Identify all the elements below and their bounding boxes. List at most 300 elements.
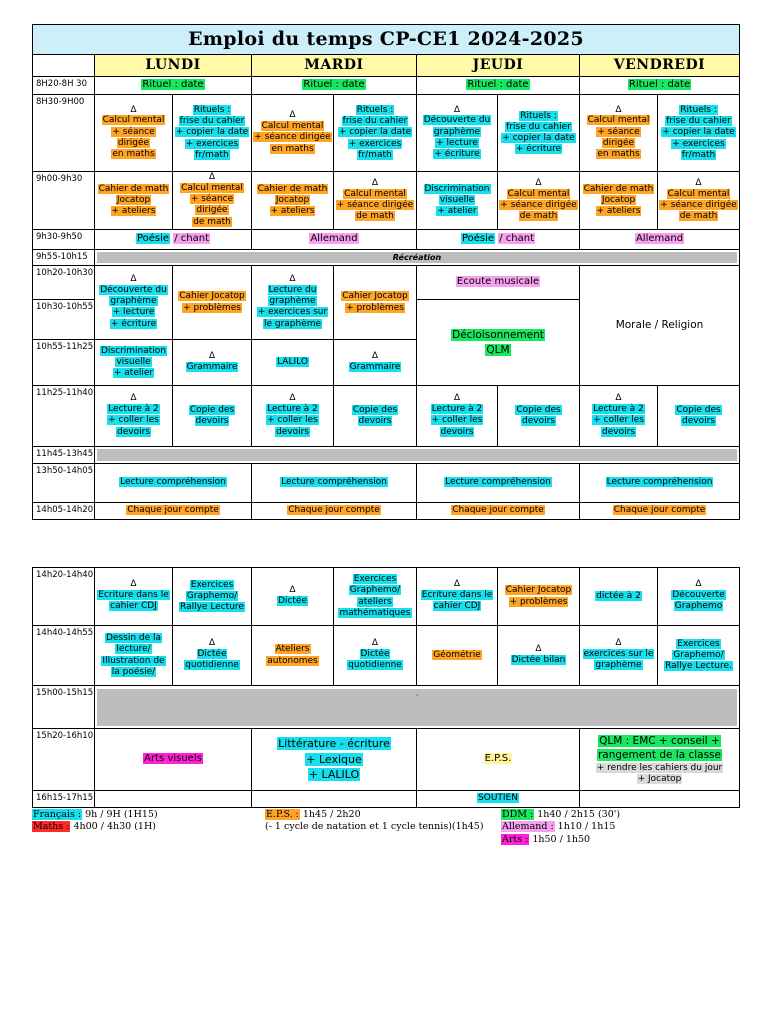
time-slot: 9h55-10h15 (33, 250, 95, 266)
lesson-line: de math (679, 211, 718, 222)
lesson-line: fr/math (195, 149, 229, 160)
time-slot: 14h20-14h40 (33, 568, 95, 626)
legend-value: 1h40 / 2h15 (30') (534, 809, 621, 820)
delta-icon: Δ (695, 579, 702, 590)
lesson-line: + Jocatop (637, 773, 682, 784)
delta-icon: Δ (130, 104, 137, 115)
lesson-line: Dessin de la (105, 633, 162, 643)
lesson-cell (658, 386, 740, 447)
lesson-cell (580, 230, 740, 250)
lesson-line: Exercices (677, 638, 720, 649)
lesson-cell (498, 172, 580, 230)
lesson-line: frise du cahier (179, 116, 245, 127)
delta-icon: Δ (289, 274, 296, 285)
lesson-line: Exercices (190, 579, 234, 590)
lesson-line: Rallye Lecture. (665, 661, 732, 672)
delta-icon: Δ (289, 584, 296, 595)
lesson-line: le graphème (263, 318, 322, 329)
poesie-label: Poésie (136, 233, 170, 245)
lesson-line: quotidienne (185, 660, 239, 671)
lesson-line: Graphemo/ (349, 585, 401, 596)
lesson-line: graphème (110, 296, 157, 307)
lesson-line: Jocatop (275, 194, 310, 205)
chaque-jour-label: Chaque jour compte (452, 505, 544, 516)
lesson-line: de math (356, 211, 394, 222)
lesson-line: Découverte du (100, 284, 167, 295)
chant-label: / chant (174, 233, 210, 245)
lesson-line: quotidienne (348, 660, 402, 671)
lesson-line: + exercices (185, 138, 239, 149)
page-title: Emploi du temps CP-CE1 2024-2025 (33, 25, 740, 55)
lesson-line: + ateliers (596, 206, 641, 217)
lesson-cell (334, 568, 417, 626)
chaque-jour-label: Chaque jour compte (127, 505, 219, 516)
lesson-line: frise du cahier (506, 121, 571, 132)
lesson-line: frise du cahier (666, 116, 731, 127)
lesson-cell (580, 729, 740, 791)
lesson-cell (95, 172, 173, 230)
lesson-cell (252, 266, 334, 340)
lesson-cell (498, 95, 580, 172)
lesson-line: devoirs (195, 416, 229, 426)
empty-cell (580, 791, 740, 808)
lesson-line: graphème (433, 126, 481, 137)
time-slot: 10h55-11h25 (33, 340, 95, 386)
lesson-cell (417, 300, 580, 386)
lesson-cell (417, 791, 580, 808)
lesson-cell (580, 95, 658, 172)
time-slot: 13h50-14h05 (33, 464, 95, 503)
empty-cell (95, 791, 252, 808)
chant-label: / chant (499, 233, 535, 245)
legend-value: 4h00 / 4h30 (1H) (70, 821, 156, 833)
lesson-cell (95, 386, 173, 447)
lesson-line: Dictée (360, 649, 390, 660)
lesson-line: Rituels : (193, 104, 231, 115)
lesson-cell (334, 266, 417, 340)
lesson-line: + ateliers (270, 206, 315, 217)
lesson-line: Littérature - écriture (278, 736, 390, 750)
lesson-line: rangement de la classe (597, 749, 721, 762)
time-slot: 16h15-17h15 (33, 791, 95, 808)
lesson-cell (252, 95, 334, 172)
lecture-comprehension-label: Lecture compréhension (606, 477, 713, 488)
lesson-cell (173, 95, 252, 172)
lesson-cell (252, 172, 334, 230)
lesson-cell (334, 172, 417, 230)
lesson-line: dictée à 2 (596, 590, 641, 601)
legend-col-3 (501, 809, 620, 846)
lesson-line: Calcul mental (261, 121, 324, 132)
lesson-line: devoirs (440, 426, 474, 437)
rituel-cell (417, 77, 580, 95)
delta-icon: Δ (453, 393, 461, 404)
lesson-cell (173, 568, 252, 626)
lesson-cell (252, 386, 334, 447)
lesson-line: Ecriture dans le (98, 590, 169, 601)
lesson-cell (95, 464, 252, 503)
lesson-line: Dictée bilan (511, 654, 566, 665)
lesson-cell (173, 626, 252, 686)
lesson-line: + coller les (593, 415, 644, 426)
lesson-line: Cahier Jocatop (342, 291, 408, 302)
recreation-label: Récréation (97, 252, 737, 263)
lesson-line: Copie des devoirs (352, 404, 398, 426)
legend-allemand (501, 821, 620, 833)
lesson-line: fr/math (358, 149, 392, 160)
break-bar (97, 689, 737, 726)
lecture-comprehension-label: Lecture compréhension (120, 477, 226, 488)
lesson-cell (580, 568, 658, 626)
rituel-cell (252, 77, 417, 95)
empty-cell (252, 791, 417, 808)
rituel-label: Rituel : date (628, 79, 691, 91)
lesson-line: Calcul mental (102, 115, 165, 126)
lesson-line: Rituels : (520, 110, 557, 121)
lesson-line: + séance dirigée (660, 199, 737, 210)
lesson-cell (95, 95, 173, 172)
lesson-cell (417, 464, 580, 503)
legend-label: E.P.S. : (266, 809, 299, 820)
lesson-cell (173, 340, 252, 386)
lesson-line: + séance dirigée (254, 132, 331, 143)
lesson-cell (658, 568, 740, 626)
lesson-line: Dictée (278, 595, 307, 606)
lesson-line: + problèmes (183, 302, 241, 313)
lesson-line: devoirs (522, 416, 555, 426)
lesson-line: Discrimination (424, 183, 490, 194)
lesson-cell (658, 95, 740, 172)
delta-icon: Δ (371, 638, 379, 649)
legend-eps-note: (- 1 cycle de natation et 1 cycle tennis)(1h45) (265, 821, 484, 833)
lesson-cell (252, 340, 334, 386)
ecoute-label: Ecoute musicale (456, 276, 540, 288)
hours-legend (32, 809, 739, 853)
lesson-line: Décloisonnement (452, 329, 544, 342)
legend-ddm (501, 809, 620, 821)
lesson-line: Cahier Jocatop (179, 291, 245, 302)
delta-icon: Δ (615, 104, 622, 115)
legend-col-1 (32, 809, 158, 834)
time-slot: 9h00-9h30 (33, 172, 95, 230)
lesson-line: graphème (269, 296, 316, 307)
legend-col-2 (265, 809, 484, 834)
lesson-cell (334, 340, 417, 386)
lesson-cell (580, 464, 740, 503)
lesson-cell (252, 729, 417, 791)
allemand-label: Allemand (310, 233, 358, 245)
lesson-line: + problèmes (346, 302, 404, 313)
lesson-cell (417, 626, 498, 686)
break-cell (95, 686, 740, 729)
delta-icon: Δ (130, 579, 137, 590)
lesson-cell (580, 626, 658, 686)
lesson-cell (252, 626, 334, 686)
lesson-cell (95, 503, 252, 520)
rituel-label: Rituel : date (142, 79, 204, 91)
delta-icon: Δ (453, 579, 461, 590)
soutien-label: SOUTIEN (478, 793, 518, 804)
delta-icon: Δ (453, 104, 461, 115)
lesson-line: + LALILO (308, 768, 360, 782)
day-header-vendredi: VENDREDI (580, 55, 740, 77)
day-header-lundi: LUNDI (95, 55, 252, 77)
allemand-label: Allemand (635, 233, 684, 245)
lesson-line: + Lexique (306, 752, 362, 766)
lesson-line: visuelle (439, 194, 475, 205)
lesson-cell (580, 503, 740, 520)
time-slot: 8H30-9H00 (33, 95, 95, 172)
legend-value: 1h45 / 2h20 (299, 809, 361, 820)
lesson-cell (417, 568, 498, 626)
time-slot: 11h45-13h45 (33, 447, 95, 464)
lesson-line: + atelier (437, 206, 477, 217)
timetable-morning (32, 24, 740, 520)
lesson-line: exercices sur le (583, 649, 654, 660)
lesson-cell (252, 464, 417, 503)
lesson-cell (334, 95, 417, 172)
lunch-bar (97, 449, 737, 461)
lesson-line: autonomes (267, 655, 318, 666)
lesson-line: + lecture (436, 137, 478, 148)
lesson-line: Cahier de math (583, 183, 654, 194)
day-header-jeudi: JEUDI (417, 55, 580, 77)
legend-label: Français : (33, 809, 82, 820)
lesson-cell (498, 386, 580, 447)
chaque-jour-label: Chaque jour compte (613, 505, 706, 516)
lesson-line: + coller les (267, 415, 318, 426)
lesson-line: + exercices (672, 138, 725, 149)
lesson-line: QLM : EMC + conseil + (599, 735, 720, 747)
lesson-cell (580, 172, 658, 230)
lesson-line: Grammaire (186, 361, 238, 372)
time-slot: 9h30-9h50 (33, 230, 95, 250)
lesson-line: + exercices sur (257, 307, 328, 318)
poesie-label: Poésie (461, 233, 495, 245)
lesson-cell (417, 729, 580, 791)
lesson-line: + lecture (112, 307, 155, 318)
rituel-cell (95, 77, 252, 95)
lesson-line: Cahier Jocatop (505, 585, 572, 596)
chaque-jour-label: Chaque jour compte (288, 505, 380, 516)
lesson-line: cahier CDJ (110, 601, 157, 612)
legend-label: Maths : (33, 821, 70, 833)
lesson-line: Ateliers (275, 644, 310, 655)
lesson-cell (658, 626, 740, 686)
lesson-line: + rendre les cahiers du jour (596, 762, 723, 773)
eps-label: E.P.S. (484, 753, 512, 765)
lesson-line: + séance dirigée (190, 194, 234, 216)
lesson-line: Découverte du (423, 115, 491, 126)
lesson-cell (173, 266, 252, 340)
lesson-line: Graphemo (674, 601, 723, 612)
lesson-cell (417, 386, 498, 447)
legend-label: Allemand : (502, 821, 554, 833)
lesson-line: Calcul mental (181, 182, 243, 193)
rituel-cell (580, 77, 740, 95)
time-slot: 15h00-15h15 (33, 686, 95, 729)
lesson-cell (580, 386, 658, 447)
legend-label: Arts : (502, 833, 529, 845)
lesson-cell (658, 172, 740, 230)
lesson-line: + copier la date (175, 127, 249, 138)
lesson-line: en maths (112, 149, 155, 160)
lesson-line: Copie des (676, 404, 721, 415)
lesson-line: + séance dirigée (597, 126, 640, 148)
lesson-line: Rallye Lecture (180, 602, 244, 613)
time-slot: 14h40-14h55 (33, 626, 95, 686)
lesson-line: en maths (271, 143, 314, 154)
lesson-cell (173, 386, 252, 447)
lesson-line: Jocatop (116, 194, 151, 205)
lesson-line: + écriture (434, 149, 480, 160)
lesson-line: + ateliers (111, 206, 156, 217)
lecture-comprehension-label: Lecture compréhension (281, 477, 387, 488)
lesson-line: ateliers (358, 596, 392, 607)
lesson-cell (417, 266, 580, 300)
lecture-comprehension-label: Lecture compréhension (445, 477, 551, 488)
lesson-line: mathématiques (339, 607, 411, 618)
lesson-cell (95, 340, 173, 386)
lesson-line: Lecture à 2 (267, 404, 318, 415)
lesson-line: visuelle (116, 356, 151, 367)
lesson-line: + coller les (108, 415, 159, 426)
lesson-line: Lecture du (268, 284, 317, 295)
lesson-line: Grammaire (349, 361, 401, 372)
delta-icon: Δ (615, 393, 622, 404)
delta-icon: Δ (371, 177, 379, 188)
lesson-cell (95, 626, 173, 686)
lesson-line: + copier la date (662, 127, 735, 138)
lesson-line: Exercices (353, 574, 397, 584)
arts-visuels-label: Arts visuels (144, 753, 202, 765)
lesson-line: + séance dirigée (336, 199, 414, 210)
timetable-afternoon (32, 567, 740, 808)
lesson-line: + exercices (348, 138, 402, 149)
lesson-cell (334, 386, 417, 447)
time-slot: 11h25-11h40 (33, 386, 95, 447)
lesson-line: Géométrie (433, 649, 481, 660)
delta-icon: Δ (289, 110, 296, 121)
legend-value: 1h10 / 1h15 (554, 821, 616, 833)
legend-label: DDM : (502, 809, 534, 820)
lalilo-label: LALILO (277, 356, 308, 367)
lesson-line: + écriture (515, 144, 562, 155)
lesson-line: lecture/ (116, 644, 151, 655)
delta-icon: Δ (130, 274, 137, 285)
lesson-cell (252, 503, 417, 520)
lesson-cell (417, 503, 580, 520)
delta-icon: Δ (208, 350, 216, 361)
lesson-line: Cahier de math (98, 183, 169, 194)
delta-icon: Δ (695, 177, 702, 188)
lesson-cell (252, 568, 334, 626)
recreation-cell (95, 250, 740, 266)
lesson-line: la poésie/ (111, 666, 156, 677)
delta-icon: Δ (208, 638, 216, 649)
lesson-line: en maths (597, 149, 640, 160)
lesson-cell (252, 230, 417, 250)
lesson-line: Graphemo/ (673, 649, 724, 660)
lesson-line: Ecriture dans le (421, 590, 493, 601)
lesson-line: Rituels : (356, 104, 394, 115)
delta-icon: Δ (289, 393, 296, 404)
corner-cell (33, 55, 95, 77)
lesson-line: de math (193, 216, 231, 227)
lesson-cell (334, 626, 417, 686)
lesson-line: devoirs (682, 416, 715, 426)
lesson-line: + coller les (431, 415, 483, 426)
lesson-line: Calcul mental (587, 115, 650, 126)
time-slot: 15h20-16h10 (33, 729, 95, 791)
lesson-line: + écriture (110, 318, 157, 329)
break-dot: · (415, 690, 419, 700)
lesson-line: Jocatop (601, 194, 636, 205)
lesson-cell (417, 95, 498, 172)
lesson-line: + problèmes (509, 596, 568, 607)
lesson-line: graphème (595, 660, 642, 671)
lesson-line: Lecture à 2 (431, 404, 483, 415)
delta-icon: Δ (615, 638, 622, 649)
lesson-line: + atelier (113, 368, 154, 379)
time-slot: 10h30-10h55 (33, 300, 95, 340)
lesson-cell (95, 230, 252, 250)
lesson-line: + séance dirigée (500, 199, 577, 210)
lesson-line: Lecture à 2 (593, 404, 644, 415)
lesson-cell (95, 568, 173, 626)
lesson-line: Dictée (197, 649, 227, 660)
lesson-line: Rituels : (680, 104, 717, 115)
lesson-cell (95, 266, 173, 340)
lesson-line: devoirs (602, 426, 635, 437)
time-slot: 8H20-8H 30 (33, 77, 95, 95)
legend-maths (32, 821, 158, 833)
lesson-line: Calcul mental (667, 188, 730, 199)
lesson-line: QLM (486, 343, 510, 356)
lesson-line: Calcul mental (507, 188, 570, 199)
rituel-label: Rituel : date (303, 79, 365, 91)
day-header-mardi: MARDI (252, 55, 417, 77)
time-slot: 14h05-14h20 (33, 503, 95, 520)
lesson-line: + copier la date (338, 127, 412, 138)
lesson-cell (498, 626, 580, 686)
lesson-line: Découverte (672, 590, 725, 601)
lesson-cell (580, 266, 740, 386)
lesson-line: Cahier de math (257, 183, 328, 194)
legend-arts (501, 834, 620, 846)
legend-eps (265, 809, 484, 821)
lesson-cell (173, 172, 252, 230)
delta-icon: Δ (535, 177, 542, 188)
lesson-line: Copie des (189, 404, 235, 415)
lesson-cell (417, 230, 580, 250)
lesson-line: fr/math (681, 149, 716, 160)
delta-icon: Δ (371, 350, 379, 361)
lesson-cell (498, 568, 580, 626)
lesson-line: devoirs (276, 426, 309, 437)
lesson-line: devoirs (117, 426, 150, 437)
lunch-cell (95, 447, 740, 464)
time-slot: 10h20-10h30 (33, 266, 95, 300)
delta-icon: Δ (130, 393, 137, 404)
lesson-cell (95, 729, 252, 791)
lesson-line: frise du cahier (342, 116, 408, 127)
lesson-line: Copie des (516, 404, 561, 415)
lesson-line: Graphemo/ (186, 590, 238, 601)
legend-francais (32, 809, 158, 821)
lesson-line: Calcul mental (344, 188, 406, 199)
lesson-line: de math (519, 211, 558, 222)
